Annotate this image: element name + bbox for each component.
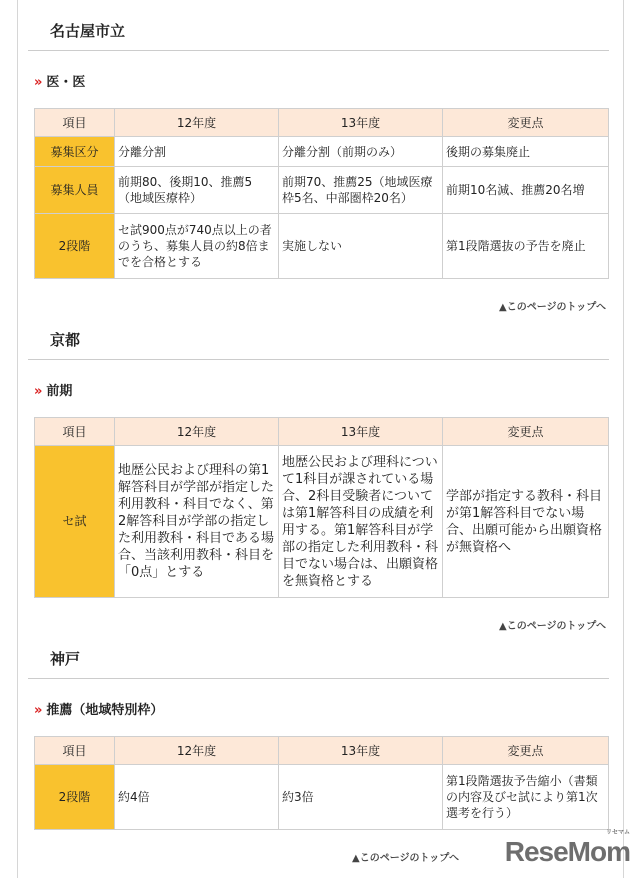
header-item: 項目 [35,418,115,446]
header-fy12: 12年度 [115,418,279,446]
back-to-top-row [28,299,609,311]
row-label: セ試 [35,446,115,598]
cell-fy12: 分離分割 [115,137,279,167]
table-row [35,167,609,214]
double-chevron-icon: » [34,384,43,399]
logo-ruby: リセマム [606,830,630,836]
section-kyoto [28,329,609,630]
cell-fy13: 前期70、推薦25（地域医療枠5名、中部圏枠20名） [279,167,443,214]
header-changes: 変更点 [443,109,609,137]
header-fy12: 12年度 [115,109,279,137]
category-label: 前期 [46,384,73,399]
back-to-top-row [28,618,609,630]
school-heading: 京都 [28,329,609,360]
back-to-top-link[interactable]: ▲このページのトップへ [352,853,459,864]
school-heading: 神戸 [28,648,609,679]
double-chevron-icon: » [34,75,43,90]
table-header-row [35,418,609,446]
row-label: 募集区分 [35,137,115,167]
cell-fy13: 約3倍 [279,765,443,830]
table-header-row [35,109,609,137]
category-label: 推薦（地域特別枠） [46,703,164,718]
cell-changes: 学部が指定する教科・科目が第1解答科目でない場合、出願可能から出願資格が無資格へ [443,446,609,598]
header-changes: 変更点 [443,418,609,446]
header-fy13: 13年度 [279,418,443,446]
row-label: 2段階 [35,214,115,279]
header-item: 項目 [35,109,115,137]
row-label: 2段階 [35,765,115,830]
cell-fy13: 実施しない [279,214,443,279]
content [28,20,609,862]
header-fy12: 12年度 [115,737,279,765]
school-heading: 名古屋市立 [28,20,609,51]
cell-fy13: 地歴公民および理科について1科目が課されている場合、2科目受験者については第1解答科目の成績を利用する。第1解答科目が学部の指定した利用教科・科目でない場合は、出願資格を無資格とする [279,446,443,598]
comparison-table [34,736,609,830]
resemom-logo [505,830,630,867]
cell-fy12: 前期80、後期10、推薦5（地域医療枠） [115,167,279,214]
logo-text: ReseMom [504,836,630,867]
comparison-table [34,108,609,279]
table-header-row [35,737,609,765]
category-heading [34,703,609,719]
table-row [35,765,609,830]
row-label: 募集人員 [35,167,115,214]
category-heading [34,384,609,400]
cell-changes: 第1段階選抜予告縮小（書類の内容及びセ試により第1次選考を行う） [443,765,609,830]
cell-changes: 第1段階選抜の予告を廃止 [443,214,609,279]
cell-changes: 後期の募集廃止 [443,137,609,167]
comparison-table [34,417,609,598]
table-row [35,137,609,167]
cell-fy12: セ試900点が740点以上の者のうち、募集人員の約8倍までを合格とする [115,214,279,279]
cell-fy12: 約4倍 [115,765,279,830]
header-fy13: 13年度 [279,109,443,137]
table-row [35,214,609,279]
back-to-top-link[interactable]: ▲このページのトップへ [499,621,606,632]
cell-changes: 前期10名減、推薦20名増 [443,167,609,214]
category-heading [34,75,609,91]
cell-fy12: 地歴公民および理科の第1解答科目が学部が指定した利用教科・科目でなく、第2解答科目が学部の指定した利用教科・科目である場合、当該利用教科・科目を「0点」とする [115,446,279,598]
back-to-top-link[interactable]: ▲このページのトップへ [499,302,606,313]
header-fy13: 13年度 [279,737,443,765]
double-chevron-icon: » [34,703,43,718]
table-row [35,446,609,598]
header-item: 項目 [35,737,115,765]
header-changes: 変更点 [443,737,609,765]
category-label: 医・医 [46,75,86,90]
section-nagoya [28,20,609,311]
cell-fy13: 分離分割（前期のみ） [279,137,443,167]
